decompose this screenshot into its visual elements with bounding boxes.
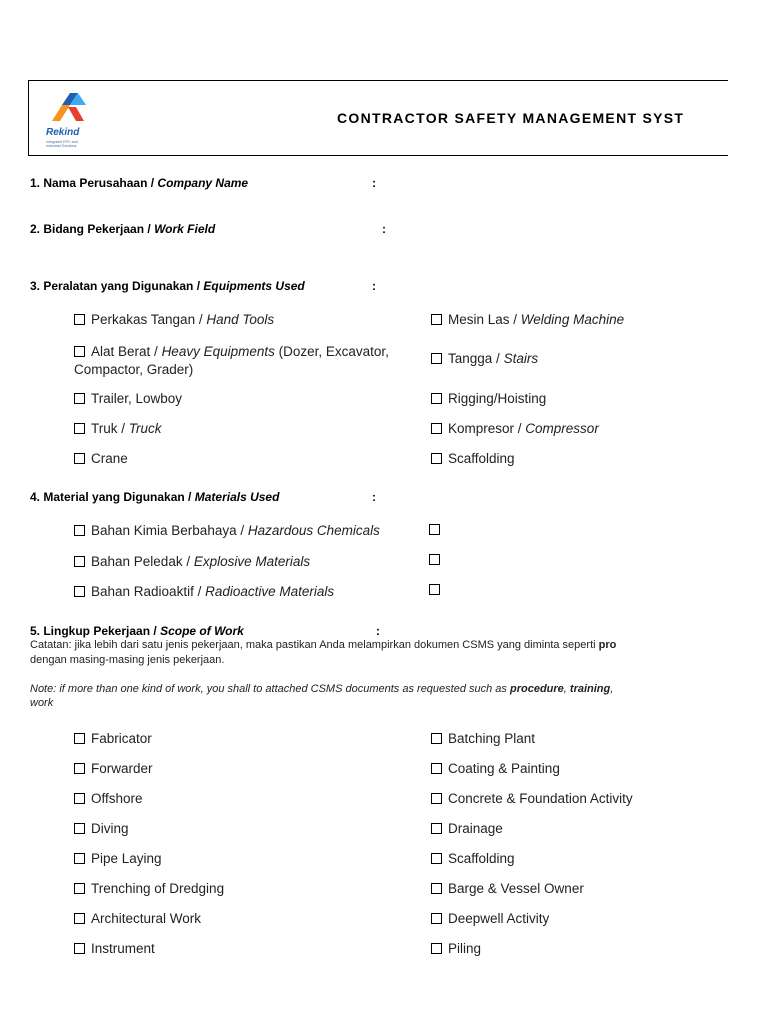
checkbox-icon[interactable] <box>74 943 85 954</box>
checkbox-icon[interactable] <box>431 423 442 434</box>
checkbox-icon[interactable] <box>74 453 85 464</box>
q2-label-en: Work Field <box>154 222 216 236</box>
checkbox-icon[interactable] <box>74 556 85 567</box>
checkbox-hazardous-chemicals-extra[interactable] <box>429 524 440 535</box>
checkbox-welding-machine[interactable]: Mesin Las / Welding Machine <box>431 312 624 327</box>
checkbox-batching-plant[interactable]: Batching Plant <box>431 731 535 746</box>
q2-colon: : <box>382 222 386 236</box>
checkbox-crane[interactable]: Crane <box>74 451 128 466</box>
document-title: CONTRACTOR SAFETY MANAGEMENT SYST <box>337 110 685 126</box>
checkbox-pipe-laying[interactable]: Pipe Laying <box>74 851 162 866</box>
checkbox-icon[interactable] <box>74 393 85 404</box>
checkbox-trailer-lowboy[interactable]: Trailer, Lowboy <box>74 391 182 406</box>
checkbox-scaffolding-equipment[interactable]: Scaffolding <box>431 451 515 466</box>
q5-label-en: Scope of Work <box>160 624 244 638</box>
rekind-logo <box>44 91 104 153</box>
checkbox-deepwell-activity[interactable]: Deepwell Activity <box>431 911 549 926</box>
q2-label <box>30 222 215 236</box>
checkbox-icon[interactable] <box>74 763 85 774</box>
checkbox-icon[interactable] <box>431 853 442 864</box>
checkbox-icon[interactable] <box>74 733 85 744</box>
checkbox-diving[interactable]: Diving <box>74 821 129 836</box>
q3-label-id: 3. Peralatan yang Digunakan / <box>30 279 201 293</box>
checkbox-explosive-materials[interactable]: Bahan Peledak / Explosive Materials <box>74 554 310 569</box>
note-indonesian-line1: Catatan: jika lebih dari satu jenis pekerjaan, maka pastikan Anda melampirkan dokumen CSMS yang diminta seperti pro <box>30 639 617 651</box>
note-english-line1: Note: if more than one kind of work, you shall to attached CSMS documents as requested such as procedure, training, <box>30 683 614 695</box>
checkbox-icon[interactable] <box>431 453 442 464</box>
q5-colon: : <box>376 624 380 638</box>
checkbox-explosive-materials-extra[interactable] <box>429 554 440 565</box>
checkbox-icon[interactable] <box>431 314 442 325</box>
checkbox-concrete-foundation[interactable]: Concrete & Foundation Activity <box>431 791 633 806</box>
checkbox-icon[interactable] <box>431 793 442 804</box>
checkbox-icon[interactable] <box>74 346 85 357</box>
checkbox-icon[interactable] <box>431 393 442 404</box>
checkbox-offshore[interactable]: Offshore <box>74 791 143 806</box>
checkbox-rigging-hoisting[interactable]: Rigging/Hoisting <box>431 391 546 406</box>
q4-label-en: Materials Used <box>194 490 280 504</box>
checkbox-truck[interactable]: Truk / Truck <box>74 421 162 436</box>
checkbox-icon[interactable] <box>74 586 85 597</box>
checkbox-icon[interactable] <box>74 314 85 325</box>
q4-colon: : <box>372 490 376 504</box>
q5-label-id: 5. Lingkup Pekerjaan / <box>30 624 157 638</box>
checkbox-heavy-equipments[interactable]: Alat Berat / Heavy Equipments (Dozer, Excavator, Compactor, Grader) <box>74 344 389 377</box>
checkbox-piling[interactable]: Piling <box>431 941 481 956</box>
note-english-line2: work <box>30 697 54 709</box>
checkbox-icon[interactable] <box>431 733 442 744</box>
logo-tagline: Integrated EPC and Industrial Solutions <box>46 140 78 148</box>
q4-label <box>30 490 279 504</box>
q3-colon: : <box>372 279 376 293</box>
checkbox-icon[interactable] <box>431 943 442 954</box>
checkbox-barge-vessel-owner[interactable]: Barge & Vessel Owner <box>431 881 584 896</box>
q4-label-id: 4. Material yang Digunakan / <box>30 490 192 504</box>
q2-label-id: 2. Bidang Pekerjaan / <box>30 222 151 236</box>
checkbox-icon[interactable] <box>431 913 442 924</box>
q3-label <box>30 279 305 293</box>
q1-label <box>30 176 248 190</box>
logo-name: Rekind <box>46 127 80 138</box>
q1-label-id: 1. Nama Perusahaan / <box>30 176 155 190</box>
checkbox-icon[interactable] <box>431 763 442 774</box>
checkbox-radioactive-materials[interactable]: Bahan Radioaktif / Radioactive Materials <box>74 584 334 599</box>
checkbox-icon[interactable] <box>74 823 85 834</box>
checkbox-architectural-work[interactable]: Architectural Work <box>74 911 201 926</box>
checkbox-trenching-of-dredging[interactable]: Trenching of Dredging <box>74 881 224 896</box>
checkbox-forwarder[interactable]: Forwarder <box>74 761 153 776</box>
q5-label <box>30 624 244 638</box>
form-header <box>28 80 728 156</box>
checkbox-icon[interactable] <box>74 913 85 924</box>
checkbox-icon[interactable] <box>74 423 85 434</box>
q1-colon: : <box>372 176 376 190</box>
checkbox-instrument[interactable]: Instrument <box>74 941 155 956</box>
note-indonesian-line2: dengan masing-masing jenis pekerjaan. <box>30 654 225 666</box>
checkbox-stairs[interactable]: Tangga / Stairs <box>431 351 538 366</box>
checkbox-hand-tools[interactable]: Perkakas Tangan / Hand Tools <box>74 312 274 327</box>
checkbox-coating-painting[interactable]: Coating & Painting <box>431 761 560 776</box>
checkbox-icon[interactable] <box>74 525 85 536</box>
checkbox-icon[interactable] <box>74 853 85 864</box>
checkbox-radioactive-materials-extra[interactable] <box>429 584 440 595</box>
checkbox-icon[interactable] <box>431 353 442 364</box>
checkbox-compressor[interactable]: Kompresor / Compressor <box>431 421 599 436</box>
checkbox-icon[interactable] <box>431 883 442 894</box>
checkbox-icon[interactable] <box>74 793 85 804</box>
checkbox-icon[interactable] <box>431 823 442 834</box>
checkbox-icon[interactable] <box>74 883 85 894</box>
checkbox-hazardous-chemicals[interactable]: Bahan Kimia Berbahaya / Hazardous Chemicals <box>74 523 380 538</box>
checkbox-drainage[interactable]: Drainage <box>431 821 503 836</box>
checkbox-scaffolding-work[interactable]: Scaffolding <box>431 851 515 866</box>
q3-label-en: Equipments Used <box>203 279 305 293</box>
checkbox-fabricator[interactable]: Fabricator <box>74 731 152 746</box>
q1-label-en: Company Name <box>157 176 249 190</box>
